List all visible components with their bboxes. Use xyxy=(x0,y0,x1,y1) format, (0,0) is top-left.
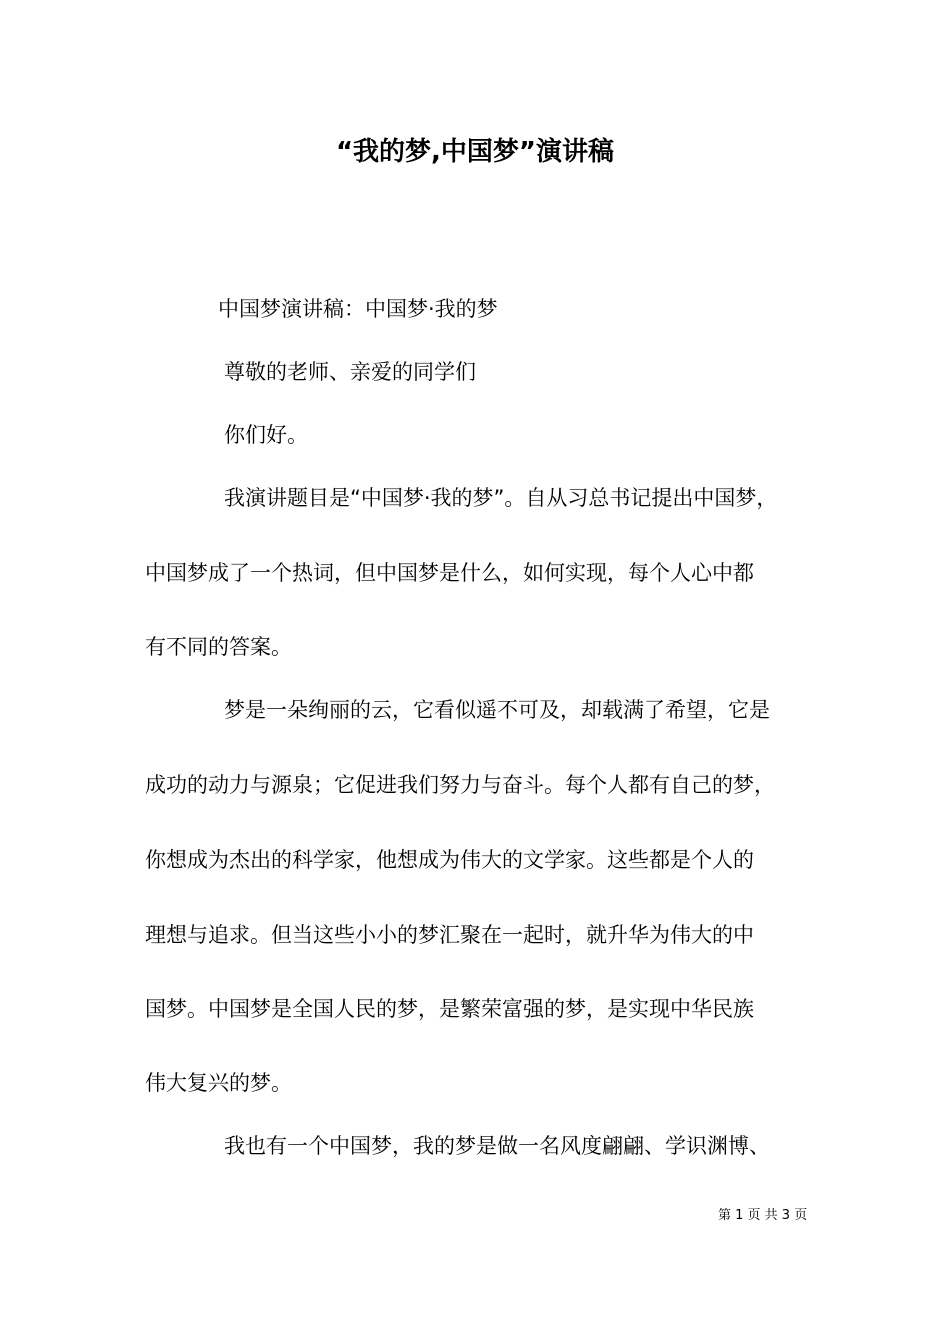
paragraph-line: 你想成为杰出的科学家，他想成为伟大的文学家。这些都是个人的 xyxy=(145,848,754,872)
paragraph-line: 我也有一个中国梦，我的梦是做一名风度翩翩、学识渊博、 xyxy=(224,1134,770,1158)
paragraph-line: 国梦。中国梦是全国人民的梦，是繁荣富强的梦，是实现中华民族 xyxy=(145,997,754,1021)
subtitle: 中国梦演讲稿：中国梦·我的梦 xyxy=(218,297,498,321)
paragraph-line: 我演讲题目是“中国梦·我的梦”。自从习总书记提出中国梦， xyxy=(224,486,778,510)
paragraph-line: 中国梦成了一个热词，但中国梦是什么，如何实现，每个人心中都 xyxy=(145,561,754,585)
paragraph-line: 伟大复兴的梦。 xyxy=(145,1071,292,1095)
document-title: “我的梦,中国梦”演讲稿 xyxy=(335,137,615,167)
page-number-footer: 第 1 页 共 3 页 xyxy=(718,1208,808,1223)
salutation: 尊敬的老师、亲爱的同学们 xyxy=(224,360,476,384)
paragraph-line: 成功的动力与源泉；它促进我们努力与奋斗。每个人都有自己的梦， xyxy=(145,773,775,797)
greeting: 你们好。 xyxy=(224,423,308,447)
paragraph-line: 梦是一朵绚丽的云，它看似遥不可及，却载满了希望，它是 xyxy=(224,698,770,722)
paragraph-line: 有不同的答案。 xyxy=(145,635,292,659)
paragraph-line: 理想与追求。但当这些小小的梦汇聚在一起时，就升华为伟大的中 xyxy=(145,923,754,947)
